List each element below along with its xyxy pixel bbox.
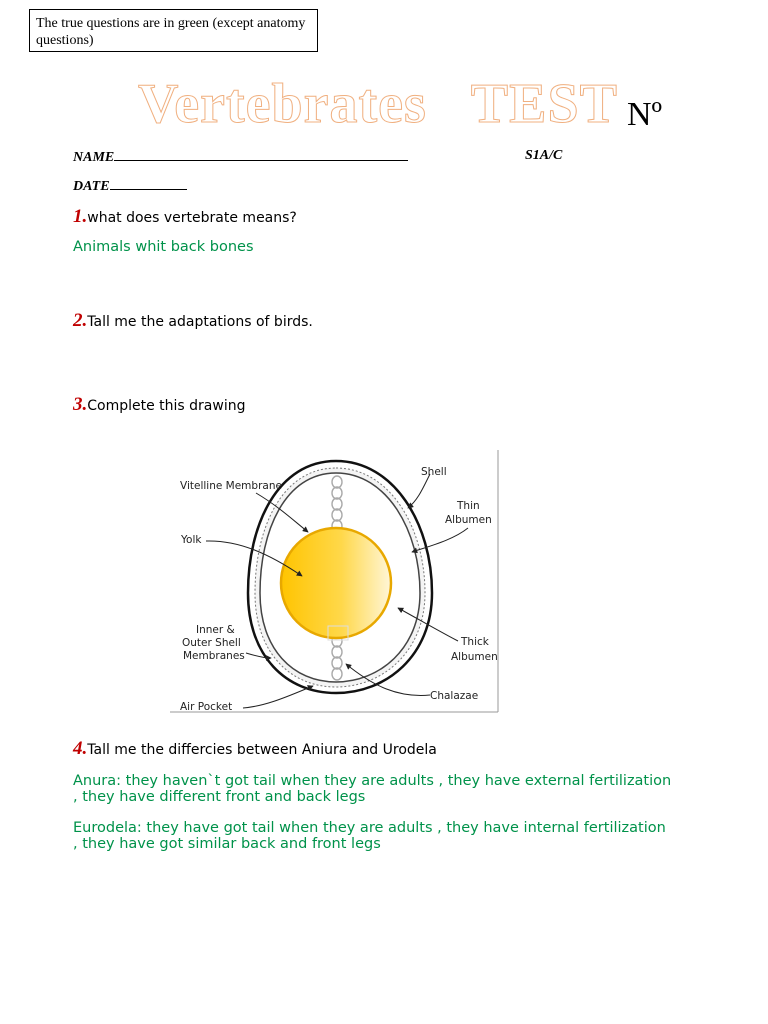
label-yolk: Yolk [181, 534, 202, 546]
label-thick-2: Albumen [451, 651, 498, 663]
yolk [281, 528, 391, 638]
question-3 [73, 394, 246, 416]
label-thick-1: Thick [461, 636, 489, 648]
label-inner-outer-3: Membranes [183, 650, 245, 662]
date-blank[interactable] [110, 177, 187, 190]
question-4 [73, 738, 437, 760]
page-title: Vertebrates TEST [138, 73, 618, 135]
name-field [73, 148, 408, 166]
question-number: 4. [73, 738, 88, 759]
date-label: DATE [73, 179, 110, 194]
question-2 [73, 310, 313, 332]
question-text: Tall me the differcies between Aniura and Urodela [87, 742, 437, 758]
name-blank[interactable] [114, 148, 408, 161]
question-text: what does vertebrate means? [87, 210, 297, 226]
question-text: Tall me the adaptations of birds. [87, 314, 313, 330]
date-field [73, 177, 187, 195]
instruction-note-text: The true questions are in green (except anatomy questions) [36, 16, 306, 48]
question-number: 2. [73, 310, 88, 331]
label-air-pocket: Air Pocket [180, 701, 233, 713]
label-inner-outer-1: Inner & [196, 624, 235, 636]
label-inner-outer-2: Outer Shell [182, 637, 241, 649]
question-1 [73, 206, 297, 228]
label-thin-1: Thin [457, 500, 480, 512]
question-number: 3. [73, 394, 88, 415]
question-number: 1. [73, 206, 88, 227]
instruction-note [29, 9, 318, 52]
answer-1: Animals whit back bones [73, 239, 254, 255]
label-shell: Shell [421, 466, 447, 478]
name-label: NAME [73, 150, 115, 165]
answer-4-urodela: Eurodela: they have got tail when they are adults , they have internal fertilization , they have got similar back and front legs [73, 820, 666, 852]
egg-diagram [168, 448, 500, 714]
question-text: Complete this drawing [87, 398, 246, 414]
label-vitelline: Vitelline Membrane [180, 480, 282, 492]
number-symbol: Nº [627, 96, 663, 133]
class-label: S1A/C [525, 148, 563, 163]
answer-4-anura: Anura: they haven`t got tail when they are adults , they have external fertilization , they have different front and back legs [73, 773, 672, 805]
label-thin-2: Albumen [445, 514, 492, 526]
label-chalazae: Chalazae [430, 690, 479, 702]
